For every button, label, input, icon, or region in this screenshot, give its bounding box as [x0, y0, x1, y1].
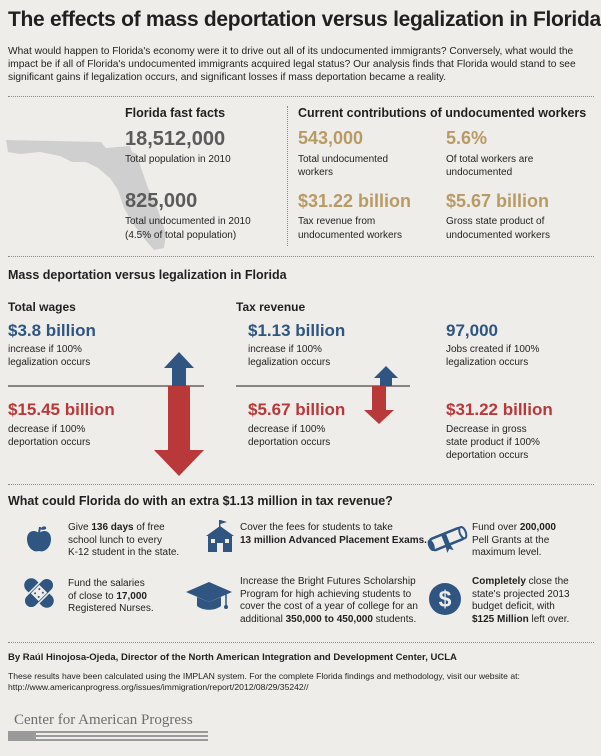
tax-decrease-label: deportation occurs: [248, 437, 331, 448]
use-deficit-text: close the: [525, 576, 569, 587]
use-lunch-text: Give: [68, 522, 92, 533]
footnote-text: These results have been calculated using the IMPLAN system. For the complete Florida findings and methodology, visit our website at:: [8, 671, 520, 681]
gsp-decrease-label: state product if 100%: [446, 437, 540, 448]
use-scholarship-text: additional: [240, 613, 286, 625]
use-nurses-highlight: 17,000: [116, 590, 147, 602]
tax-decrease-label: decrease if 100%: [248, 424, 326, 435]
contributions-heading: Current contributions of undocumented workers: [298, 106, 587, 120]
wages-decrease-label: deportation occurs: [8, 437, 91, 448]
contribution-value: 543,000: [298, 128, 364, 148]
use-pell: [472, 522, 556, 560]
use-deficit-text: state's projected 2013: [472, 588, 570, 600]
use-scholarship: [240, 576, 418, 626]
use-lunch-text: of free: [133, 522, 165, 533]
gsp-decrease-value: $31.22 billion: [446, 400, 553, 419]
dollar-coin-icon: [428, 582, 462, 616]
use-nurses-text: Registered Nurses.: [68, 603, 154, 614]
footnote-link: http://www.americanprogress.org/issues/immigration/report/2012/08/29/35242//: [8, 682, 309, 692]
tax-increase-value: $1.13 billion: [248, 321, 346, 340]
tax-down-arrow: [364, 386, 394, 424]
undocumented-sub: (4.5% of total population): [125, 230, 237, 241]
schoolhouse-icon: [204, 520, 236, 554]
use-scholarship-highlight: 350,000 to 450,000: [285, 613, 373, 625]
wages-heading: Total wages: [8, 300, 76, 314]
wages-decrease-label: decrease if 100%: [8, 424, 86, 435]
jobs-label: legalization occurs: [446, 357, 529, 368]
use-deficit-highlight: $125 Million: [472, 613, 529, 625]
use-lunch-text: school lunch to every: [68, 534, 162, 546]
use-lunch: [68, 522, 179, 560]
contribution-label: undocumented workers: [446, 230, 550, 241]
undocumented-value: 825,000: [125, 190, 198, 212]
contribution-value: $31.22 billion: [298, 191, 412, 211]
contribution-label: undocumented workers: [298, 230, 402, 241]
use-pell-highlight: 200,000: [519, 522, 556, 533]
svg-text:$: $: [438, 586, 452, 612]
divider: [8, 256, 594, 257]
graduation-cap-icon: [186, 582, 232, 612]
bandage-icon: [20, 574, 58, 612]
contribution-label: workers: [298, 167, 334, 178]
contribution-label: Tax revenue from: [298, 216, 376, 227]
contribution-label: undocumented: [446, 167, 513, 178]
contribution-value: 5.6%: [446, 128, 488, 148]
use-deficit: [472, 576, 570, 626]
use-scholarship-text: Program for high achieving students to: [240, 588, 412, 600]
fast-facts-heading: Florida fast facts: [125, 106, 226, 120]
cap-logo-text: Center for American Progress: [14, 712, 193, 728]
contribution-label: Gross state product of: [446, 216, 545, 227]
use-scholarship-text: cover the cost of a year of college for an: [240, 601, 418, 612]
wages-arrows: [8, 352, 208, 478]
population-value: 18,512,000: [125, 128, 226, 150]
use-nurses-text: Fund the salaries: [68, 578, 145, 589]
page-title: The effects of mass deportation versus legalization in Florida: [8, 8, 601, 31]
use-nurses: [68, 578, 154, 616]
use-lunch-text: K-12 student in the state.: [68, 547, 180, 558]
tax-heading: Tax revenue: [236, 300, 306, 314]
use-nurses-text: of close to: [68, 590, 117, 602]
undocumented-label: Total undocumented in 2010: [125, 216, 251, 227]
use-deficit-highlight: Completely: [472, 576, 526, 587]
population-label: Total population in 2010: [125, 154, 231, 165]
apple-icon: [24, 524, 54, 554]
use-deficit-text: budget deficit, with: [472, 601, 555, 612]
wages-up-arrow: [164, 352, 194, 386]
footnote: [8, 671, 594, 693]
byline: By Raúl Hinojosa-Ojeda, Director of the North American Integration and Development Center, UCLA: [8, 652, 457, 663]
contribution-value: $5.67 billion: [446, 191, 550, 211]
use-scholarship-text: Increase the Bright Futures Scholarship: [240, 576, 416, 587]
tax-decrease-value: $5.67 billion: [248, 400, 346, 419]
divider: [8, 484, 594, 485]
tax-increase-label: legalization occurs: [248, 357, 331, 368]
wages-increase-value: $3.8 billion: [8, 321, 96, 340]
uses-heading: What could Florida do with an extra $1.13 million in tax revenue?: [8, 494, 393, 508]
divider: [8, 96, 594, 97]
use-ap-highlight: 13 million Advanced Placement Exams.: [240, 534, 427, 546]
use-pell-text: Pell Grants at the: [472, 534, 550, 546]
use-pell-text: Fund over: [472, 522, 520, 533]
tax-increase-label: increase if 100%: [248, 344, 322, 355]
wages-increase-label: increase if 100%: [8, 344, 82, 355]
tax-up-arrow: [374, 366, 398, 386]
wages-decrease-value: $15.45 billion: [8, 400, 115, 419]
use-ap-text: Cover the fees for students to take: [240, 522, 393, 533]
use-ap: [240, 522, 427, 547]
contribution-label: Total undocumented: [298, 154, 389, 165]
use-lunch-highlight: 136 days: [91, 522, 134, 533]
use-pell-text: maximum level.: [472, 547, 542, 558]
wages-increase-label: legalization occurs: [8, 357, 91, 368]
intro-paragraph: What would happen to Florida's economy were it to drive out all of its undocumented immigrants? Conversely, what would the impact be if all of Florida's undocumented immigrants acquired legal status? Our analysis finds that Florida would stand to see significant gains if legalization occurs, and significant losses if mass deportation became a reality.: [8, 46, 576, 83]
diploma-icon: [425, 524, 469, 554]
wages-down-arrow: [154, 386, 204, 476]
use-scholarship-text: students.: [372, 613, 417, 625]
use-deficit-text: left over.: [528, 613, 570, 625]
comparison-heading: Mass deportation versus legalization in Florida: [8, 268, 287, 282]
gsp-decrease-label: Decrease in gross: [446, 424, 527, 435]
gsp-decrease-label: deportation occurs: [446, 450, 529, 461]
jobs-value: 97,000: [446, 321, 498, 340]
tax-arrows: [236, 366, 436, 430]
divider: [8, 642, 594, 643]
divider: [287, 106, 288, 246]
contribution-label: Of total workers are: [446, 154, 534, 165]
jobs-label: Jobs created if 100%: [446, 344, 540, 355]
